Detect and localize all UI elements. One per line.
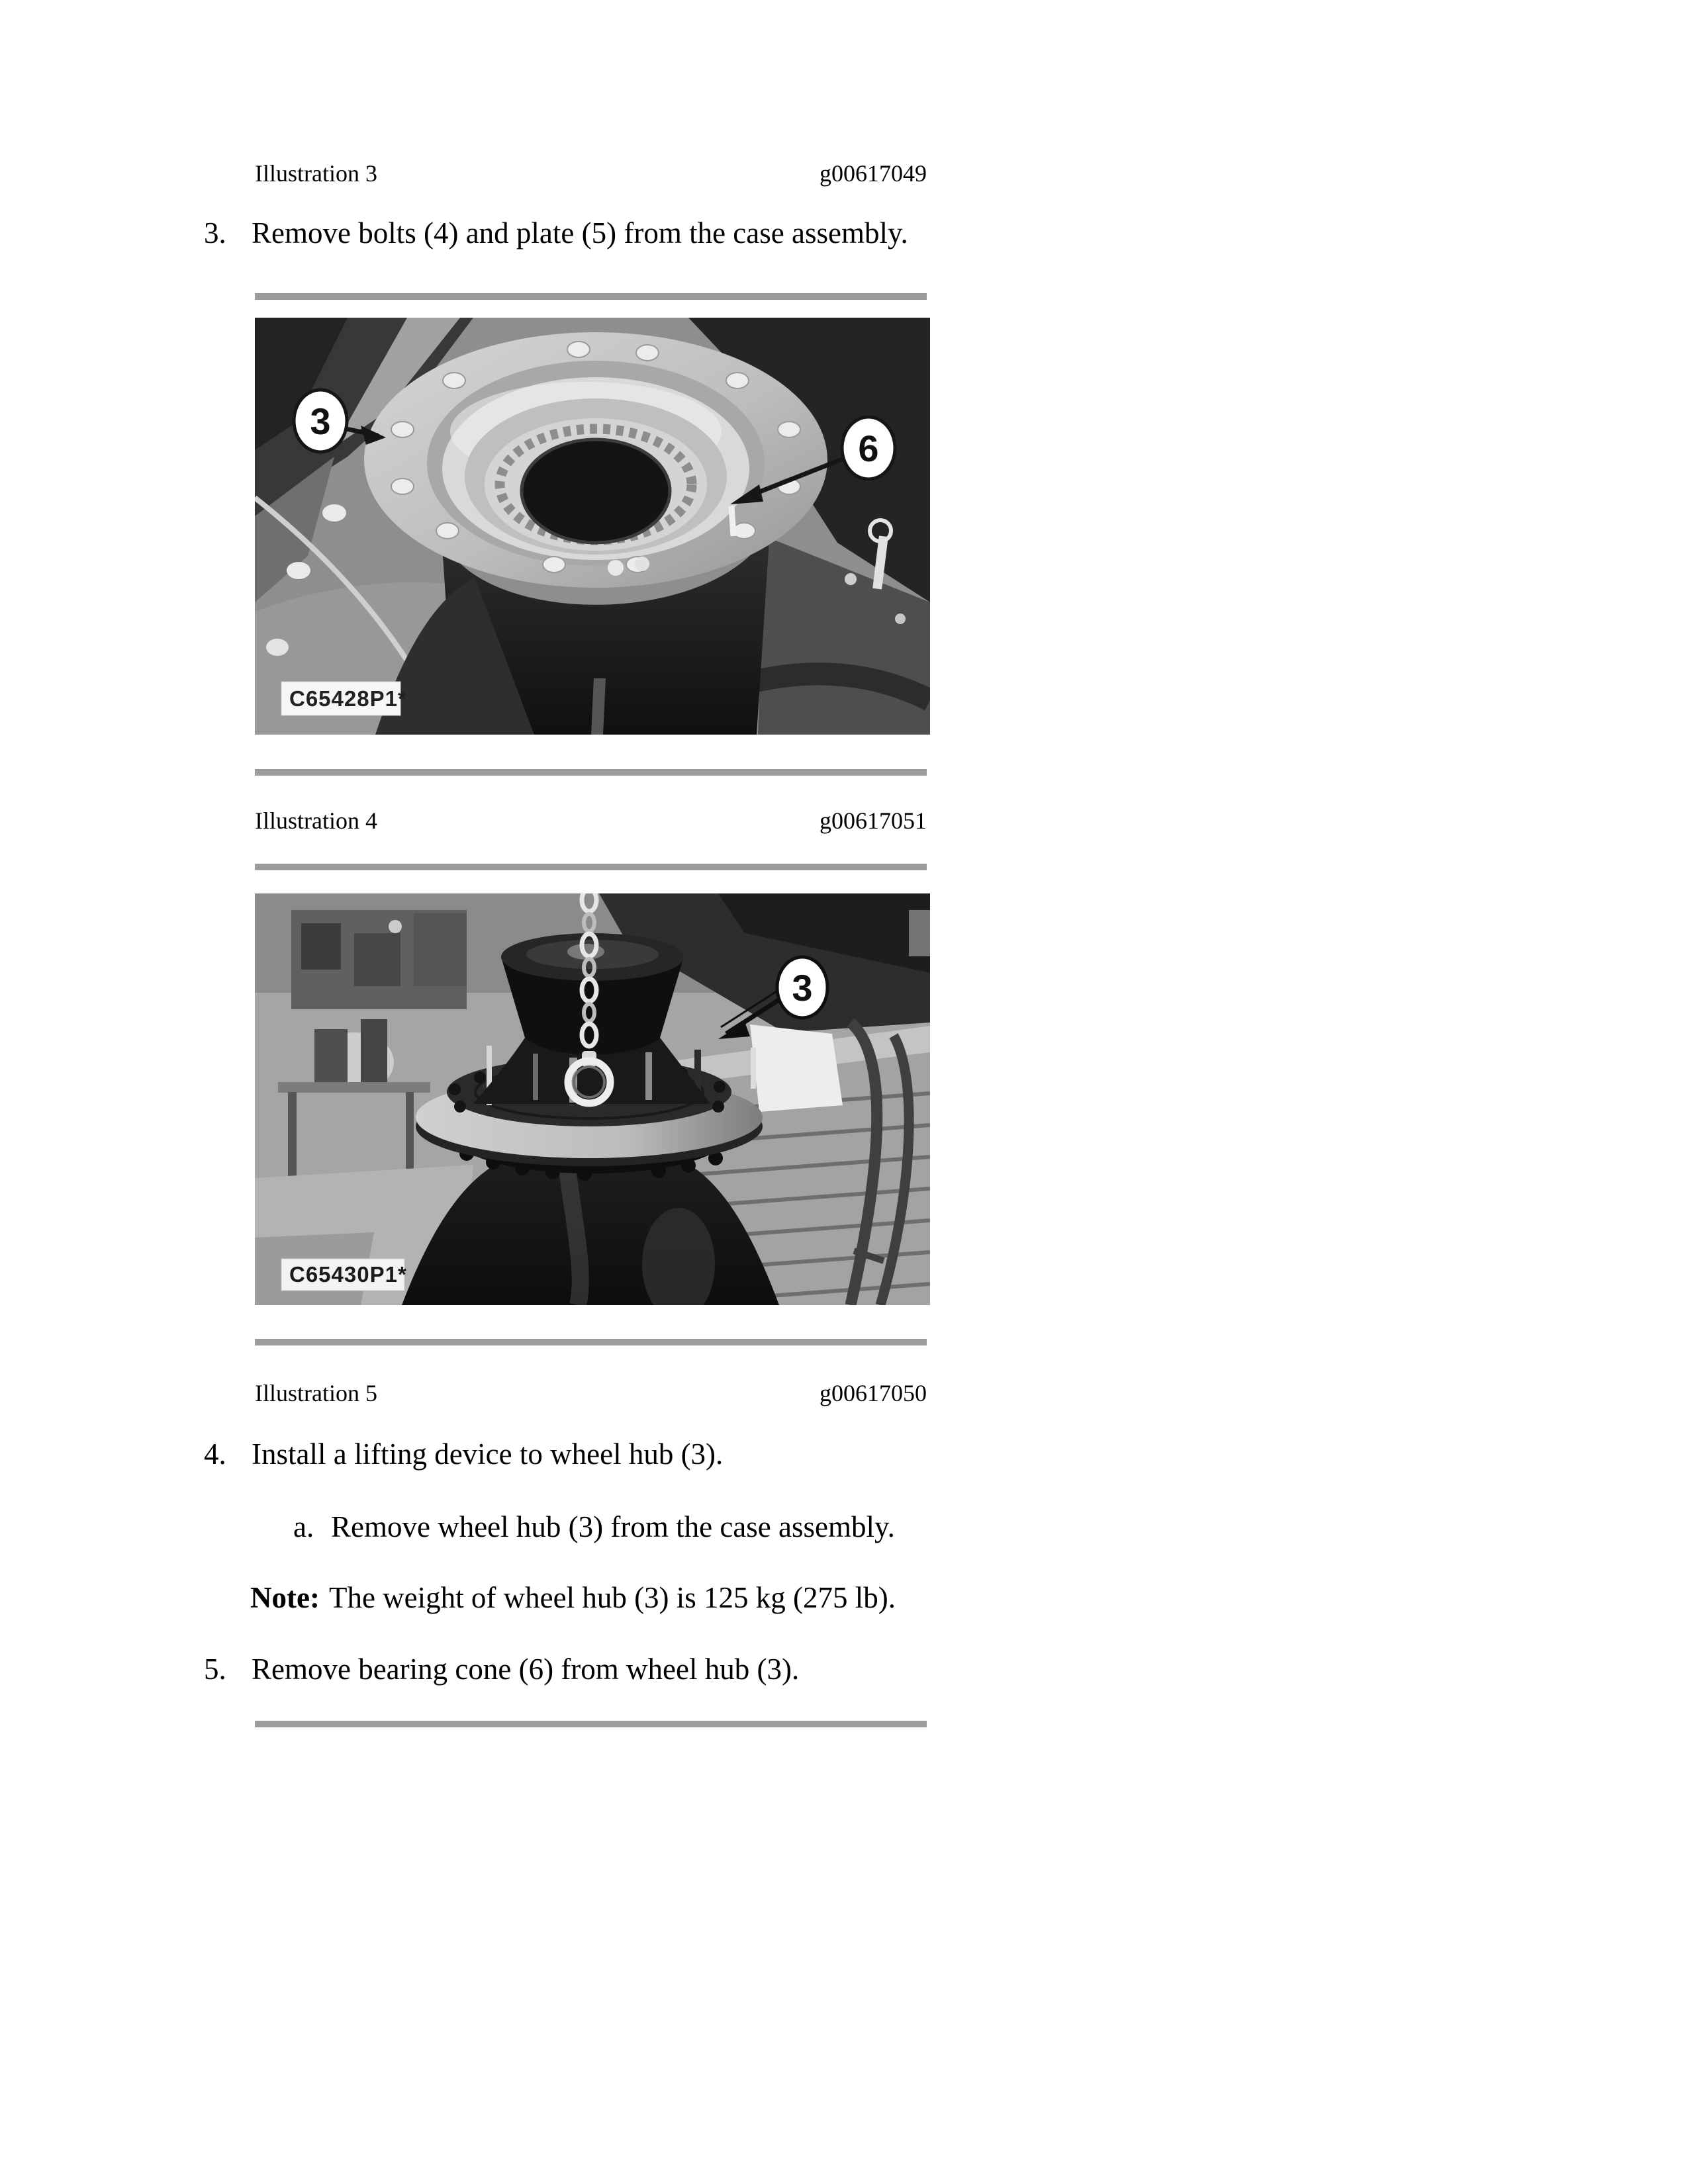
illustration-3-caption-row: [255, 159, 927, 188]
photo2-id-text: C65430P1*: [289, 1262, 407, 1287]
photo-illustration-4: [255, 318, 930, 735]
section-divider-4: [255, 1339, 927, 1345]
note-line: [250, 1580, 896, 1615]
illustration-4-caption-row: [255, 806, 927, 835]
callout-6-label: 6: [858, 428, 879, 469]
step-4a: [293, 1509, 895, 1545]
step-4: [204, 1436, 723, 1472]
step-4-number: 4.: [204, 1437, 226, 1471]
note-label: Note:: [250, 1581, 320, 1614]
illustration-4-ref: g00617051: [820, 807, 927, 834]
photo1-wheel-hub: [364, 332, 827, 588]
white-rag: [750, 1024, 843, 1112]
step-3-number: 3.: [204, 216, 226, 250]
illustration-5-caption-row: [255, 1379, 927, 1408]
section-divider-1: [255, 293, 927, 300]
photo1-id-text: C65428P1*: [289, 686, 407, 711]
step-5: [204, 1651, 799, 1687]
callout-3-label-photo2: 3: [792, 967, 813, 1009]
note-text: The weight of wheel hub (3) is 125 kg (275 lb).: [328, 1581, 896, 1614]
illustration-5-ref: g00617050: [820, 1380, 927, 1406]
section-divider-5: [255, 1721, 927, 1727]
illustration-5-caption: Illustration 5: [255, 1380, 377, 1406]
illustration-4-caption: Illustration 4: [255, 807, 377, 834]
case-bolt: [266, 639, 289, 656]
step-5-number: 5.: [204, 1653, 226, 1686]
step-3-text: Remove bolts (4) and plate (5) from the case assembly.: [252, 216, 908, 250]
step-4a-text: Remove wheel hub (3) from the case assembly.: [331, 1510, 895, 1543]
step-4a-number: a.: [293, 1510, 314, 1543]
photo1-id-label: [281, 682, 407, 715]
section-divider-3: [255, 864, 927, 870]
step-4-text: Install a lifting device to wheel hub (3).: [252, 1437, 724, 1471]
case-bolt: [287, 562, 310, 579]
illustration-3-caption: Illustration 3: [255, 160, 377, 187]
photo-illustration-5: [255, 893, 930, 1305]
hub-bore: [522, 439, 670, 543]
callout-3-label: 3: [310, 400, 331, 442]
step-5-text: Remove bearing cone (6) from wheel hub (3).: [252, 1653, 800, 1686]
illustration-3-ref: g00617049: [820, 160, 927, 187]
section-divider-2: [255, 769, 927, 776]
photo2-id-label: [281, 1259, 407, 1291]
case-bolt: [322, 504, 346, 522]
step-3: [204, 215, 908, 251]
